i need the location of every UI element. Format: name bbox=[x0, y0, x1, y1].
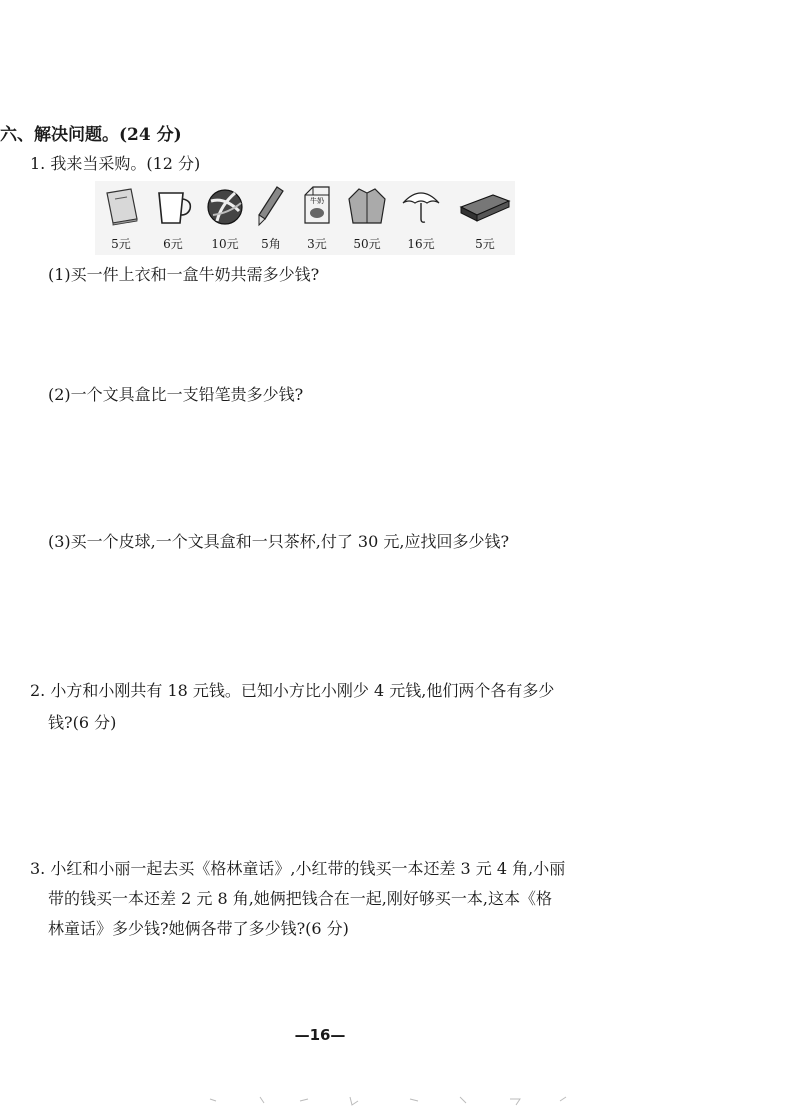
item-price: 3元 bbox=[307, 237, 327, 251]
question-3-line-3: 林童话》多少钱?她俩各带了多少钱?(6 分) bbox=[48, 919, 349, 938]
question-1-heading: 1. 我来当采购。(12 分) bbox=[30, 154, 201, 173]
umbrella-icon bbox=[401, 185, 441, 227]
pencil-box-icon bbox=[459, 185, 511, 227]
cup-icon bbox=[153, 185, 193, 227]
question-1-part-1: (1)买一件上衣和一盒牛奶共需多少钱? bbox=[48, 265, 320, 284]
pencil-icon bbox=[251, 185, 291, 227]
question-3-line-1: 3. 小红和小丽一起去买《格林童话》,小红带的钱买一本还差 3 元 4 角,小丽 bbox=[30, 859, 566, 878]
item-cup bbox=[149, 181, 197, 255]
question-3-line-2: 带的钱买一本还差 2 元 8 角,她俩把钱合在一起,刚好够买一本,这本《格 bbox=[48, 889, 552, 908]
price-items-strip bbox=[95, 181, 515, 255]
page-number: —16— bbox=[294, 1026, 346, 1044]
item-price: 5角 bbox=[261, 237, 281, 251]
item-milk bbox=[293, 181, 341, 255]
item-price: 16元 bbox=[407, 237, 435, 251]
milk-label: 牛奶 bbox=[310, 197, 324, 205]
item-price: 6元 bbox=[163, 237, 183, 251]
bleed-through-marks bbox=[190, 1093, 610, 1107]
question-2-line-1: 2. 小方和小刚共有 18 元钱。已知小方比小刚少 4 元钱,他们两个各有多少 bbox=[30, 681, 555, 700]
milk-carton-icon bbox=[297, 185, 337, 227]
item-price: 5元 bbox=[475, 237, 495, 251]
section-title: 六、解决问题。(24 分) bbox=[0, 125, 182, 145]
item-price: 5元 bbox=[111, 237, 131, 251]
item-price: 50元 bbox=[353, 237, 381, 251]
item-price: 10元 bbox=[211, 237, 239, 251]
item-jacket bbox=[343, 181, 391, 255]
notebook-icon bbox=[101, 185, 141, 227]
question-1-part-3: (3)买一个皮球,一个文具盒和一只茶杯,付了 30 元,应找回多少钱? bbox=[48, 532, 510, 551]
question-2-line-2: 钱?(6 分) bbox=[48, 713, 117, 732]
item-notebook bbox=[97, 181, 145, 255]
jacket-icon bbox=[347, 185, 387, 227]
ball-icon bbox=[205, 185, 245, 227]
item-ball bbox=[201, 181, 249, 255]
question-1-part-2: (2)一个文具盒比一支铅笔贵多少钱? bbox=[48, 385, 304, 404]
item-pencil bbox=[247, 181, 295, 255]
item-pencil-box bbox=[461, 181, 509, 255]
item-umbrella bbox=[397, 181, 445, 255]
